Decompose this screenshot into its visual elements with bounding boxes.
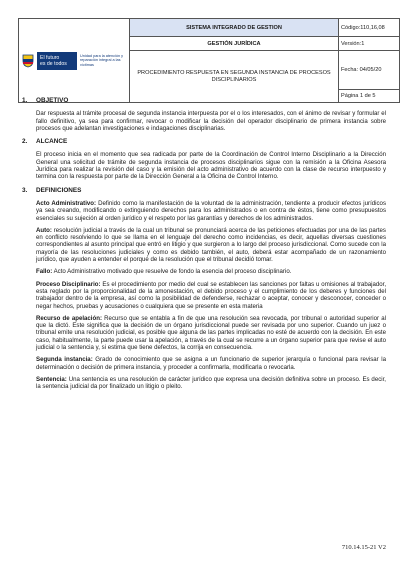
definition-item [36,376,386,391]
definition-text: Acto Administrativo motivado que resuelve de fondo la esencia del proceso disciplinario. [53,268,292,276]
section-title: ALCANCE [36,138,68,146]
definition-text: resolución judicial a través de la cual un tribunal se pronunciará acerca de las peticiones efectuadas por una de las partes en conflicto resolviendo lo que se llama en el lenguaje del derecho como incidencias, es decir, aquellas diversas cuestiones correspondientes al asunto principal que entró en litigio y que surgieron a lo largo del proceso jurisdiccional. Como sucede con la mayoría de las resoluciones judiciales y como es debido también, el auto, deberá estar acompañado de un razonamiento jurídico, que ayuden a entender el porqué de la resolución que el tribunal decidió tomar. [36,226,386,264]
definition-item [36,268,386,275]
definition-term: Sentencia: [36,375,67,383]
section-definiciones-heading [22,187,386,194]
area-title: GESTIÓN JURÍDICA [130,37,339,51]
definition-item [36,200,386,222]
definition-term: Segunda instancia: [36,356,93,364]
doc-page: Página 1 de 5 [339,90,400,103]
definition-term: Proceso Disciplinario: [36,280,101,288]
section-number: 1. [22,97,28,104]
logo-line-1: El futuro [40,54,60,61]
section-number: 2. [22,138,28,146]
logo-line-2: es de todos [40,60,67,67]
definition-text: Recurso que se entabla a fin de que una resolución sea revocada, por tribunal o autoridad superior al que la dictó. Este significa que la decisión de un órgano jurisdiccional puede ser revisada por uno superior. Cuando un juez o tribunal emite una resolución judicial, es posible que alguna de las partes implicadas no esté de acuerdo con la decisión. En este caso, habitualmente, la parte puede usar la apelación, a través de la cual se recurre a un órgano superior para que revise el auto judicial o la sentencia y, si estima que tiene defectos, la corrija en consecuencia. [36,314,386,352]
section-objetivo-heading [22,97,386,104]
definition-text: Una sentencia es una resolución de carácter jurídico que expresa una decisión definitiva sobre un proceso. Es decir, la sentencia judicial da por finalizado un litigio o pleito. [36,375,386,391]
section-title: DEFINICIONES [36,186,82,194]
doc-code: Código:110,16,08 [339,19,400,37]
institution-logo [19,52,129,70]
definition-item [36,227,386,263]
definition-term: Fallo: [36,268,53,276]
definition-term: Recurso de apelación: [36,314,102,322]
definition-text: Es el procedimiento por medio del cual se establecen las sanciones por faltas u omisiones al trabajador, esta reglado por la proporcionalidad de la amonestación, el debido proceso y el cumplimiento de los deberes y funciones del trabajador dentro de la empresa, así como la posibilidad de defenderse, rechazar o aceptar, conocer y desconocer, conceder o negar hechos, pruebas y acusaciones o cualquiera que se presente en esta materia [36,280,387,310]
definition-text: Definido como la manifestación de la voluntad de la administración, tendiente a producir efectos jurídicos ya sea creando, modificando o extinguiendo derechos para los administrados o en contra de éstos, tiene como presupuestos esenciales su sujeción al orden jurídico y el respeto por las garantías y derechos de los administrados. [36,199,386,222]
doc-version: Versión:1 [339,37,400,51]
section-number: 3. [22,186,28,194]
footer-doc-code: 710.14.15-21 V2 [341,544,386,551]
alcance-text: El proceso inicia en el momento que sea radicada por parte de la Coordinación de Control Interno Disciplinario a la Dirección General una solicitud de trámite de segunda instancia de procesos disciplinarios sigue con la remisión a la Oficina Asesora Jurídica para realizar la revisión del caso y la emisión del acto administrativo de acuerdo con la clase de recurso interpuesto y termina con la respuesta por parte de la Dirección General a la Oficina de Control Interno. [36,151,386,181]
definition-text: Grado de conocimiento que se asigna a un funcionario de superior jerarquía o funcional para revisar la determinación o decisión de primera instancia, y proceder a confirmarla, modificarla o revocarla. [36,356,386,371]
definition-item [36,281,386,310]
definition-term: Auto: [36,226,52,234]
definition-term: Acto Administrativo: [36,199,97,207]
section-alcance-heading [22,138,386,145]
definition-item [36,356,386,371]
document-body [22,91,386,396]
logo-org-name: Unidad para la atención y reparación integral a las víctimas [80,53,124,67]
section-title: OBJETIVO [36,97,69,104]
doc-date: Fecha: 04/05/20 [339,51,400,90]
system-title: SISTEMA INTEGRADO DE GESTION [130,19,339,37]
logo-cell [19,19,130,103]
colombia-shield-icon [22,54,34,68]
definition-item [36,315,386,351]
objetivo-text: Dar respuesta al trámite procesal de segunda instancia interpuesta por el o los interesados, con el ánimo de revisar y formular el fallo definitivo, ya sea para confirmar, revocar o modificar la decisión del operador disciplinario de primera instancia sobre procesos que adelantan investigaciones e indagaciones disciplinarias. [36,110,386,132]
logo-brand-box [37,52,77,70]
procedure-title: PROCEDIMIENTO RESPUESTA EN SEGUNDA INSTANCIA DE PROCESOS DISCIPLINARIOS [130,51,339,103]
